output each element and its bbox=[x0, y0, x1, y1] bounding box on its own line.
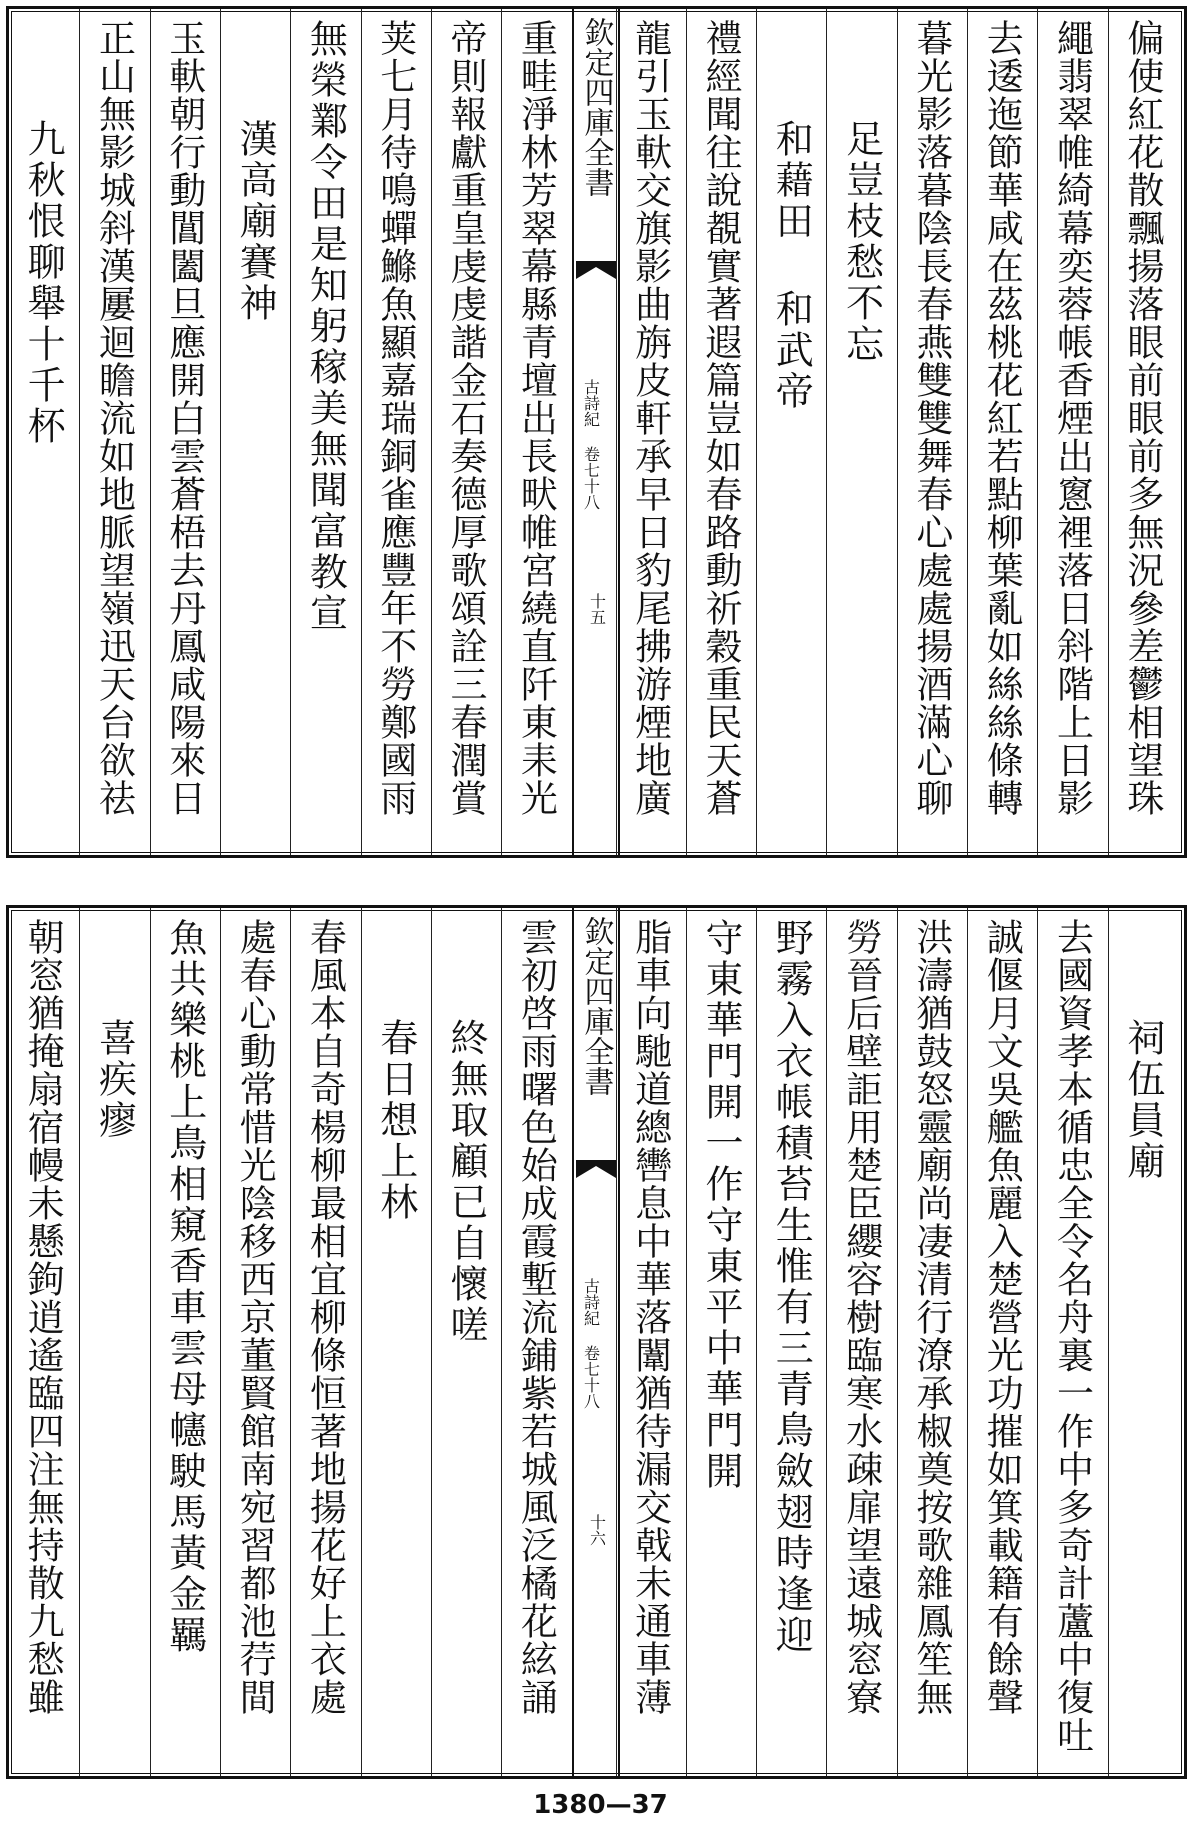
band-subtitle: 古詩紀 卷七十八 bbox=[581, 1278, 601, 1409]
text-column bbox=[967, 908, 1038, 1776]
text-column bbox=[150, 908, 221, 1776]
band-title: 欽定四庫全書 bbox=[578, 17, 614, 197]
top-page-frame bbox=[6, 6, 1187, 858]
text-column bbox=[290, 908, 361, 1776]
text-column bbox=[1037, 9, 1108, 855]
top-page bbox=[0, 0, 1201, 860]
text-column bbox=[150, 9, 221, 855]
bottom-page-frame bbox=[6, 905, 1187, 1779]
column-text: 繩翡翠帷綺幕奕蓉帳香煙出窻裡落日斜階上日影 bbox=[1050, 19, 1094, 817]
column-text: 終無取顧已自懷嗟 bbox=[444, 1018, 489, 1346]
text-column bbox=[361, 9, 432, 855]
bottom-page bbox=[0, 905, 1201, 1785]
text-column bbox=[756, 9, 827, 855]
column-text: 禮經聞往說覩實著遐篇豈如春路動祈穀重民天蒼 bbox=[698, 19, 742, 817]
column-text: 九秋恨聊舉十千杯 bbox=[21, 119, 66, 447]
column-text: 偏使紅花散飄揚落眼前眼前多無況參差鬱相望珠 bbox=[1120, 19, 1164, 817]
column-text: 春日想上林 bbox=[373, 1018, 418, 1223]
column-text: 無榮鄴令田是知躬稼美無聞富教宣 bbox=[303, 19, 348, 634]
column-text: 雲初啓雨曙色始成霞塹流鋪紫若城風泛橘花絃誦 bbox=[514, 918, 558, 1716]
column-text: 喜疾瘳 bbox=[92, 1018, 137, 1141]
column-text: 荚七月待鳴蟬鰷魚顯嘉瑞銅雀應豐年不勞鄭國雨 bbox=[373, 19, 417, 817]
column-text: 勞晉后壁詎用楚臣纓容樹臨寒水疎扉望遠城窓寮 bbox=[839, 918, 883, 1716]
text-column bbox=[967, 9, 1038, 855]
fishtail-mark-icon bbox=[576, 261, 616, 279]
column-text: 重畦淨林芳翠幕縣青壇出長畎帷宮繞直阡東耒光 bbox=[514, 19, 558, 817]
column-text: 去逶迤節華咸在茲桃花紅若點柳葉亂如絲絲條轉 bbox=[980, 19, 1024, 817]
column-text: 春風本自奇楊柳最相宜柳條恒著地揚花好上衣處 bbox=[303, 918, 347, 1716]
text-column bbox=[431, 9, 502, 855]
text-column bbox=[501, 9, 572, 855]
text-column bbox=[9, 9, 79, 855]
text-column bbox=[1108, 908, 1179, 1776]
page-number-footer: 1380—37 bbox=[533, 1790, 668, 1820]
text-column bbox=[1037, 908, 1108, 1776]
column-text: 龍引玉軑交旗影曲旃皮軒承早日豹尾拂游煙地廣 bbox=[628, 19, 672, 817]
text-column bbox=[756, 908, 827, 1776]
text-column bbox=[361, 908, 432, 1776]
column-text: 玉軑朝行動閶闔旦應開白雲蒼梧去丹鳳咸陽來日 bbox=[162, 19, 206, 817]
band-page-number: 十六 bbox=[587, 1514, 607, 1546]
text-column bbox=[616, 908, 687, 1776]
column-text: 去國資孝本循忠全令名舟裏一作中多奇計蘆中復吐 bbox=[1050, 918, 1094, 1754]
text-column bbox=[501, 908, 572, 1776]
column-text: 漢高廟賽神 bbox=[233, 119, 278, 324]
column-text: 魚共樂桃上鳥相窺香車雲母幰駛馬黃金羈 bbox=[162, 918, 207, 1656]
text-column bbox=[616, 9, 687, 855]
column-text: 脂車向馳道總轡息中華落闈猶待漏交戟未通車薄 bbox=[628, 918, 672, 1716]
column-text: 暮光影落暮陰長春燕雙雙舞春心處處揚酒滿心聊 bbox=[909, 19, 953, 817]
text-column bbox=[826, 9, 897, 855]
column-text: 正山無影城斜漢屢迴瞻流如地脈望嶺迅天台欲祛 bbox=[92, 19, 136, 817]
band-page-number: 十五 bbox=[587, 593, 607, 625]
text-column bbox=[220, 9, 291, 855]
column-text: 野霧入衣帳積苔生惟有三青鳥斂翅時逢迎 bbox=[769, 918, 814, 1656]
band-title: 欽定四庫全書 bbox=[578, 916, 614, 1096]
text-column bbox=[897, 908, 968, 1776]
center-band bbox=[572, 908, 620, 1776]
column-text: 朝窓猶掩扇宿幔未懸鉤逍遙臨四注無持散九愁雖 bbox=[21, 918, 65, 1716]
text-column bbox=[897, 9, 968, 855]
text-column bbox=[9, 908, 79, 1776]
text-column bbox=[826, 908, 897, 1776]
text-column bbox=[686, 9, 757, 855]
text-column bbox=[431, 908, 502, 1776]
text-column bbox=[1108, 9, 1179, 855]
column-text: 帝則報獻重皇虔虔諧金石奏德厚歌頌詮三春潤賞 bbox=[444, 19, 488, 817]
column-text: 和藉田 和武帝 bbox=[769, 119, 814, 412]
column-text: 誠偃月文吳艦魚麗入楚營光功摧如箕載籍有餘聲 bbox=[980, 918, 1024, 1716]
text-column bbox=[220, 908, 291, 1776]
text-column bbox=[290, 9, 361, 855]
band-subtitle: 古詩紀 卷七十八 bbox=[581, 379, 601, 510]
text-column bbox=[79, 908, 150, 1776]
column-text: 洪濤猶鼓怒靈廟尚凄清行潦承椒奠按歌雜鳳笙無 bbox=[909, 918, 953, 1716]
fishtail-mark-icon bbox=[576, 1160, 616, 1178]
column-text: 處春心動常惜光陰移西京董賢館南宛習都池荇間 bbox=[233, 918, 277, 1716]
center-band bbox=[572, 9, 620, 855]
text-column bbox=[686, 908, 757, 1776]
text-column bbox=[79, 9, 150, 855]
column-text: 守東華門開一作守東平中華門開 bbox=[698, 918, 743, 1492]
column-text: 祠伍員廟 bbox=[1120, 1018, 1165, 1182]
column-text: 足豈枝愁不忘 bbox=[839, 119, 884, 365]
